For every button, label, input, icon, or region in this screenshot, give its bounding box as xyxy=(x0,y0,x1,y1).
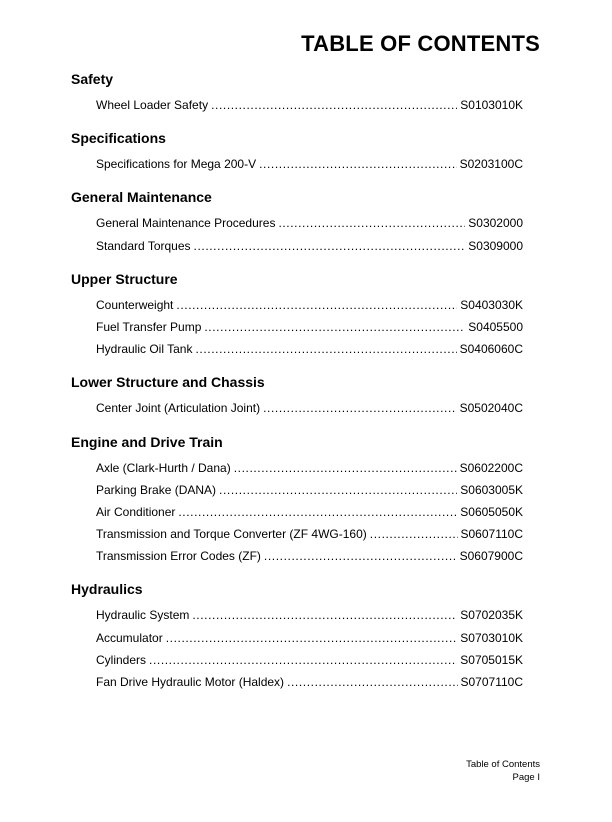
entry-title[interactable]: General Maintenance Procedures xyxy=(96,216,276,231)
entry-title[interactable]: Hydraulic Oil Tank xyxy=(96,342,193,357)
section-entries xyxy=(96,212,523,256)
toc-entry[interactable] xyxy=(96,94,523,116)
footer-page-number: Page I xyxy=(512,772,540,783)
toc-section xyxy=(71,375,540,419)
entry-code[interactable]: S0703010K xyxy=(460,630,523,645)
section-entries xyxy=(96,94,523,116)
entry-title[interactable]: Standard Torques xyxy=(96,238,191,253)
entry-code[interactable]: S0705015K xyxy=(460,652,523,667)
entry-title[interactable]: Fuel Transfer Pump xyxy=(96,319,202,334)
entry-title[interactable]: Specifications for Mega 200-V xyxy=(96,157,257,172)
dot-leader xyxy=(219,479,457,501)
entry-code[interactable]: S0203100C xyxy=(459,157,523,172)
entry-title[interactable]: Center Joint (Articulation Joint) xyxy=(96,401,261,416)
section-heading: Hydraulics xyxy=(71,581,143,598)
entry-title[interactable]: Accumulator xyxy=(96,630,163,645)
toc-entry[interactable] xyxy=(96,235,523,257)
entry-code[interactable]: S0502040C xyxy=(459,401,523,416)
entry-title[interactable]: Parking Brake (DANA) xyxy=(96,482,217,497)
entry-title[interactable]: Transmission Error Codes (ZF) xyxy=(96,549,261,564)
toc-body xyxy=(71,72,540,693)
entry-code[interactable]: S0603005K xyxy=(460,482,523,497)
toc-entry[interactable] xyxy=(96,523,523,545)
entry-title[interactable]: Air Conditioner xyxy=(96,504,176,519)
dot-leader xyxy=(149,649,457,671)
section-heading: Lower Structure and Chassis xyxy=(71,374,265,391)
entry-code[interactable]: S0403030K xyxy=(460,297,523,312)
entry-code[interactable]: S0309000 xyxy=(468,238,523,253)
dot-leader xyxy=(264,545,457,567)
toc-entry[interactable] xyxy=(96,457,523,479)
dot-leader xyxy=(192,604,457,626)
toc-entry[interactable] xyxy=(96,627,523,649)
toc-entry[interactable] xyxy=(96,649,523,671)
toc-entry[interactable] xyxy=(96,153,523,175)
page-title: TABLE OF CONTENTS xyxy=(301,31,540,56)
entry-code[interactable]: S0406060C xyxy=(459,342,523,357)
section-entries xyxy=(96,153,523,175)
entry-code[interactable]: S0302000 xyxy=(468,216,523,231)
toc-entry[interactable] xyxy=(96,545,523,567)
entry-title[interactable]: Fan Drive Hydraulic Motor (Haldex) xyxy=(96,675,285,689)
toc-entry[interactable] xyxy=(96,671,523,693)
dot-leader xyxy=(204,316,465,338)
toc-section xyxy=(71,190,540,256)
toc-entry[interactable] xyxy=(96,501,523,523)
entry-code[interactable]: S0602200C xyxy=(459,460,523,475)
toc-section xyxy=(71,131,540,175)
section-heading: Specifications xyxy=(71,130,166,147)
section-heading: Engine and Drive Train xyxy=(71,433,223,450)
section-entries xyxy=(96,457,523,568)
entry-code[interactable]: S0607110C xyxy=(460,527,523,542)
dot-leader xyxy=(370,523,458,545)
section-heading: Safety xyxy=(71,71,114,87)
entry-title[interactable]: Counterweight xyxy=(96,297,174,312)
section-heading: General Maintenance xyxy=(71,189,212,206)
toc-section xyxy=(71,272,540,361)
entry-code[interactable]: S0405500 xyxy=(468,319,523,334)
section-heading: Upper Structure xyxy=(71,270,178,287)
dot-leader xyxy=(287,671,457,693)
entry-code[interactable]: S0605050K xyxy=(460,504,523,519)
toc-section xyxy=(71,582,540,693)
dot-leader xyxy=(263,397,457,419)
entry-title[interactable]: Transmission and Torque Converter (ZF 4WG-160) xyxy=(96,527,367,542)
toc-entry[interactable] xyxy=(96,294,523,316)
section-entries xyxy=(96,397,523,419)
dot-leader xyxy=(259,153,457,175)
entry-title[interactable]: Cylinders xyxy=(96,652,147,667)
entry-code[interactable]: S0607900C xyxy=(459,549,523,564)
dot-leader xyxy=(278,212,465,234)
dot-leader xyxy=(176,294,457,316)
dot-leader xyxy=(194,235,466,257)
entry-code[interactable]: S0707110C xyxy=(460,675,523,689)
toc-entry[interactable] xyxy=(96,316,523,338)
footer-document-name: Table of Contents xyxy=(466,759,540,770)
toc-entry[interactable] xyxy=(96,604,523,626)
toc-entry[interactable] xyxy=(96,397,523,419)
page-footer xyxy=(466,758,540,784)
dot-leader xyxy=(195,338,456,360)
section-entries xyxy=(96,294,523,361)
dot-leader xyxy=(211,94,457,116)
entry-code[interactable]: S0702035K xyxy=(460,608,523,623)
toc-section xyxy=(71,435,540,568)
entry-title[interactable]: Wheel Loader Safety xyxy=(96,98,209,112)
toc-entry[interactable] xyxy=(96,338,523,360)
entry-code[interactable]: S0103010K xyxy=(460,98,523,112)
entry-title[interactable]: Axle (Clark-Hurth / Dana) xyxy=(96,460,231,475)
dot-leader xyxy=(234,457,457,479)
toc-entry[interactable] xyxy=(96,479,523,501)
document-page xyxy=(0,30,612,822)
section-entries xyxy=(96,604,523,693)
dot-leader xyxy=(178,501,457,523)
toc-section xyxy=(71,72,540,116)
dot-leader xyxy=(166,627,458,649)
toc-entry[interactable] xyxy=(96,212,523,234)
entry-title[interactable]: Hydraulic System xyxy=(96,608,190,623)
